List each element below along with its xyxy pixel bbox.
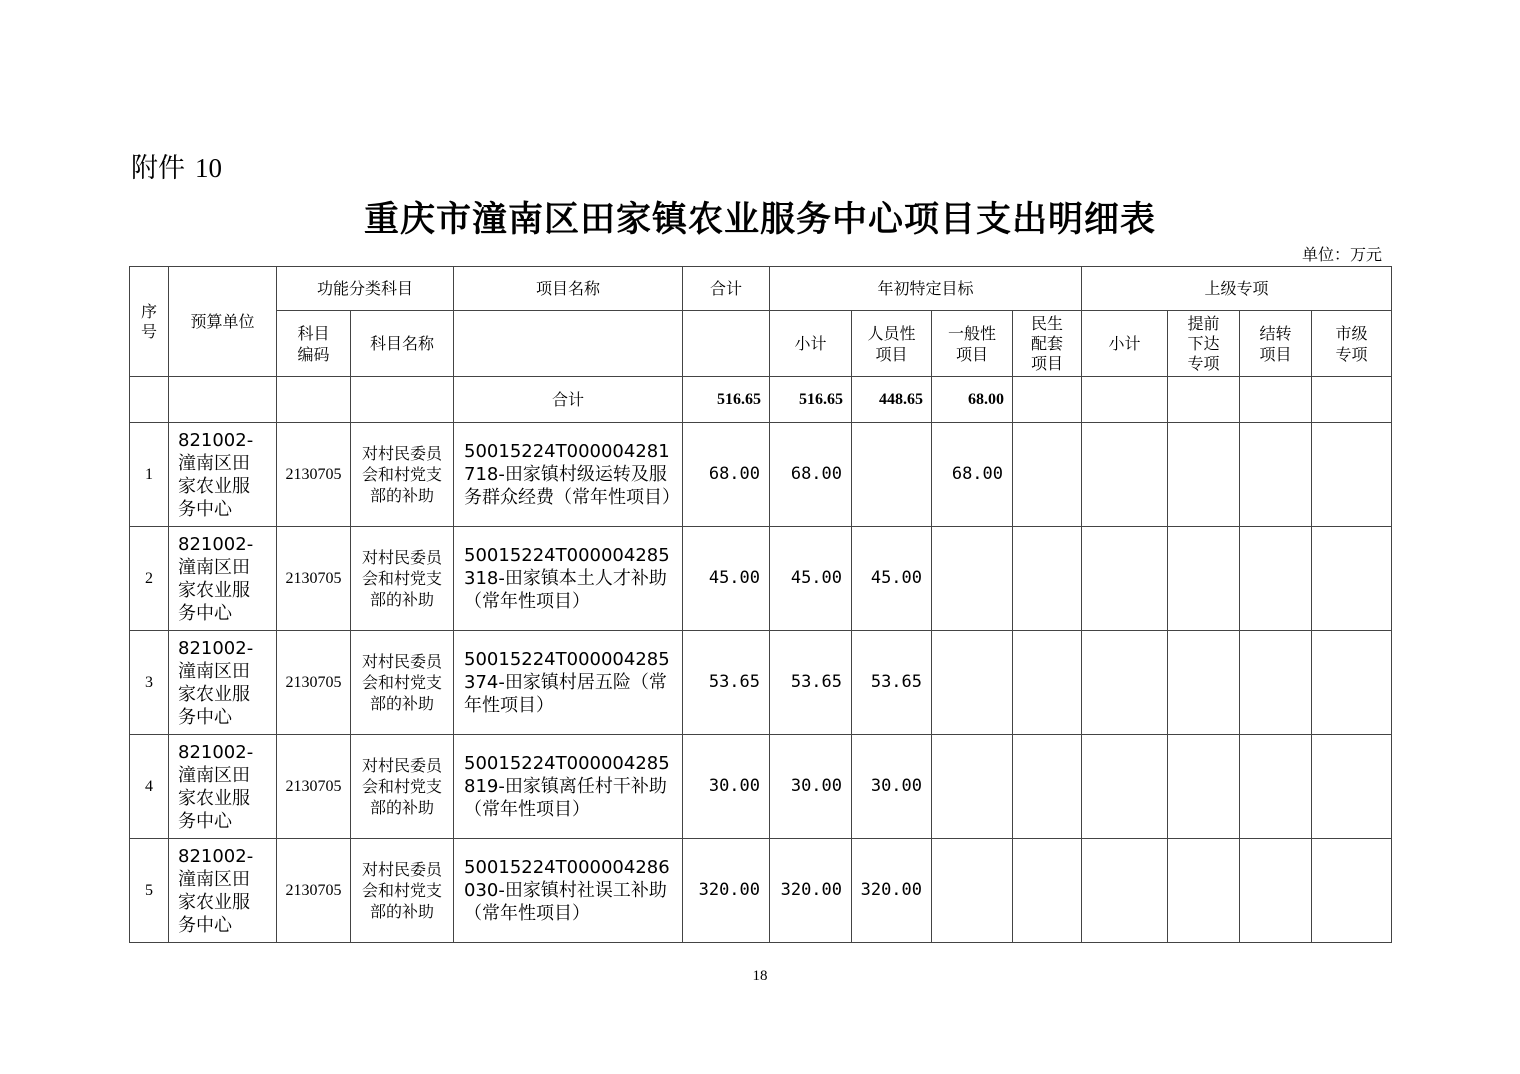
row-empty-cell [1013,735,1082,839]
row-subject-name: 对村民委员会和村党支部的补助 [351,527,454,631]
row-empty-cell [1312,839,1392,943]
header-row-1 [130,267,1392,311]
row-seq: 2 [130,527,169,631]
row-project-name: 50015224T000004285318-田家镇本土人才补助（常年性项目） [454,527,683,631]
row-project-name: 50015224T000004281718-田家镇村级运转及服务群众经费（常年性项目） [454,423,683,527]
row-empty-cell [1312,735,1392,839]
row-personnel: 45.00 [852,527,932,631]
row-subject-name: 对村民委员会和村党支部的补助 [351,735,454,839]
row-empty-cell [1082,735,1168,839]
row-seq: 3 [130,631,169,735]
row-empty-cell [1082,527,1168,631]
table-row [130,839,1392,943]
row-subject-code: 2130705 [277,839,351,943]
row-empty-cell [1168,631,1240,735]
row-general [932,631,1013,735]
row-personnel [852,423,932,527]
total-subtotal: 516.65 [770,377,852,423]
header-general: 一般性项目 [932,311,1013,377]
row-empty-cell [1082,631,1168,735]
header-total: 合计 [683,267,770,311]
header-project-blank [454,311,683,377]
row-subtotal: 30.00 [770,735,852,839]
row-total: 53.65 [683,631,770,735]
row-empty-cell [1082,423,1168,527]
header-subtotal: 小计 [770,311,852,377]
header-project-name: 项目名称 [454,267,683,311]
row-subtotal: 320.00 [770,839,852,943]
header-city: 市级专项 [1312,311,1392,377]
row-budget-unit: 821002-潼南区田家农业服务中心 [169,423,277,527]
row-budget-unit: 821002-潼南区田家农业服务中心 [169,631,277,735]
row-general [932,735,1013,839]
row-empty-cell [1013,839,1082,943]
row-general: 68.00 [932,423,1013,527]
row-personnel: 53.65 [852,631,932,735]
row-budget-unit: 821002-潼南区田家农业服务中心 [169,839,277,943]
row-empty-cell [1082,839,1168,943]
page-title: 重庆市潼南区田家镇农业服务中心项目支出明细表 [363,200,1156,240]
row-empty-cell [1168,423,1240,527]
row-general [932,527,1013,631]
header-carryover: 结转项目 [1240,311,1312,377]
row-empty-cell [1240,839,1312,943]
attachment-word: 附件 [131,153,185,184]
row-subject-code: 2130705 [277,735,351,839]
header-row-2 [130,311,1392,377]
row-empty-cell [1312,423,1392,527]
row-total: 30.00 [683,735,770,839]
header-livelihood: 民生配套项目 [1013,311,1082,377]
header-budget-unit: 预算单位 [169,267,277,377]
header-func-class: 功能分类科目 [277,267,454,311]
row-empty-cell [1312,631,1392,735]
row-subject-name: 对村民委员会和村党支部的补助 [351,631,454,735]
header-total-blank [683,311,770,377]
row-empty-cell [1013,527,1082,631]
row-general [932,839,1013,943]
expenditure-table [129,266,1392,943]
row-seq: 1 [130,423,169,527]
row-project-name: 50015224T000004285819-田家镇离任村干补助（常年性项目） [454,735,683,839]
header-seq: 序号 [130,267,169,377]
row-subtotal: 68.00 [770,423,852,527]
row-seq: 4 [130,735,169,839]
row-project-name: 50015224T000004285374-田家镇村居五险（常年性项目） [454,631,683,735]
table-row [130,735,1392,839]
row-empty-cell [1240,527,1312,631]
header-superior: 上级专项 [1082,267,1392,311]
row-empty-cell [1240,631,1312,735]
row-seq: 5 [130,839,169,943]
header-personnel: 人员性项目 [852,311,932,377]
row-empty-cell [1168,735,1240,839]
total-row [130,377,1392,423]
header-subject-code: 科目编码 [277,311,351,377]
row-empty-cell [1168,839,1240,943]
row-project-name: 50015224T000004286030-田家镇村社误工补助（常年性项目） [454,839,683,943]
header-annual-target: 年初特定目标 [770,267,1082,311]
header-sup-subtotal: 小计 [1082,311,1168,377]
row-personnel: 30.00 [852,735,932,839]
unit-label: 单位：万元 [1301,245,1382,264]
row-subject-name: 对村民委员会和村党支部的补助 [351,423,454,527]
total-general: 68.00 [932,377,1013,423]
row-empty-cell [1312,527,1392,631]
row-subject-code: 2130705 [277,423,351,527]
row-empty-cell [1240,735,1312,839]
row-empty-cell [1240,423,1312,527]
attachment-number: 10 [195,153,222,183]
row-budget-unit: 821002-潼南区田家农业服务中心 [169,735,277,839]
row-subtotal: 45.00 [770,527,852,631]
row-budget-unit: 821002-潼南区田家农业服务中心 [169,527,277,631]
row-subtotal: 53.65 [770,631,852,735]
total-total: 516.65 [683,377,770,423]
row-empty-cell [1168,527,1240,631]
row-subject-name: 对村民委员会和村党支部的补助 [351,839,454,943]
table-row [130,631,1392,735]
header-advance: 提前下达专项 [1168,311,1240,377]
table-row [130,527,1392,631]
row-personnel: 320.00 [852,839,932,943]
attachment-label [131,146,222,185]
page-number: 18 [752,968,768,984]
header-subject-name: 科目名称 [351,311,454,377]
row-total: 45.00 [683,527,770,631]
row-empty-cell [1013,631,1082,735]
row-empty-cell [1013,423,1082,527]
table-row [130,423,1392,527]
row-total: 68.00 [683,423,770,527]
row-total: 320.00 [683,839,770,943]
row-subject-code: 2130705 [277,631,351,735]
total-label: 合计 [454,377,683,423]
row-subject-code: 2130705 [277,527,351,631]
total-personnel: 448.65 [852,377,932,423]
